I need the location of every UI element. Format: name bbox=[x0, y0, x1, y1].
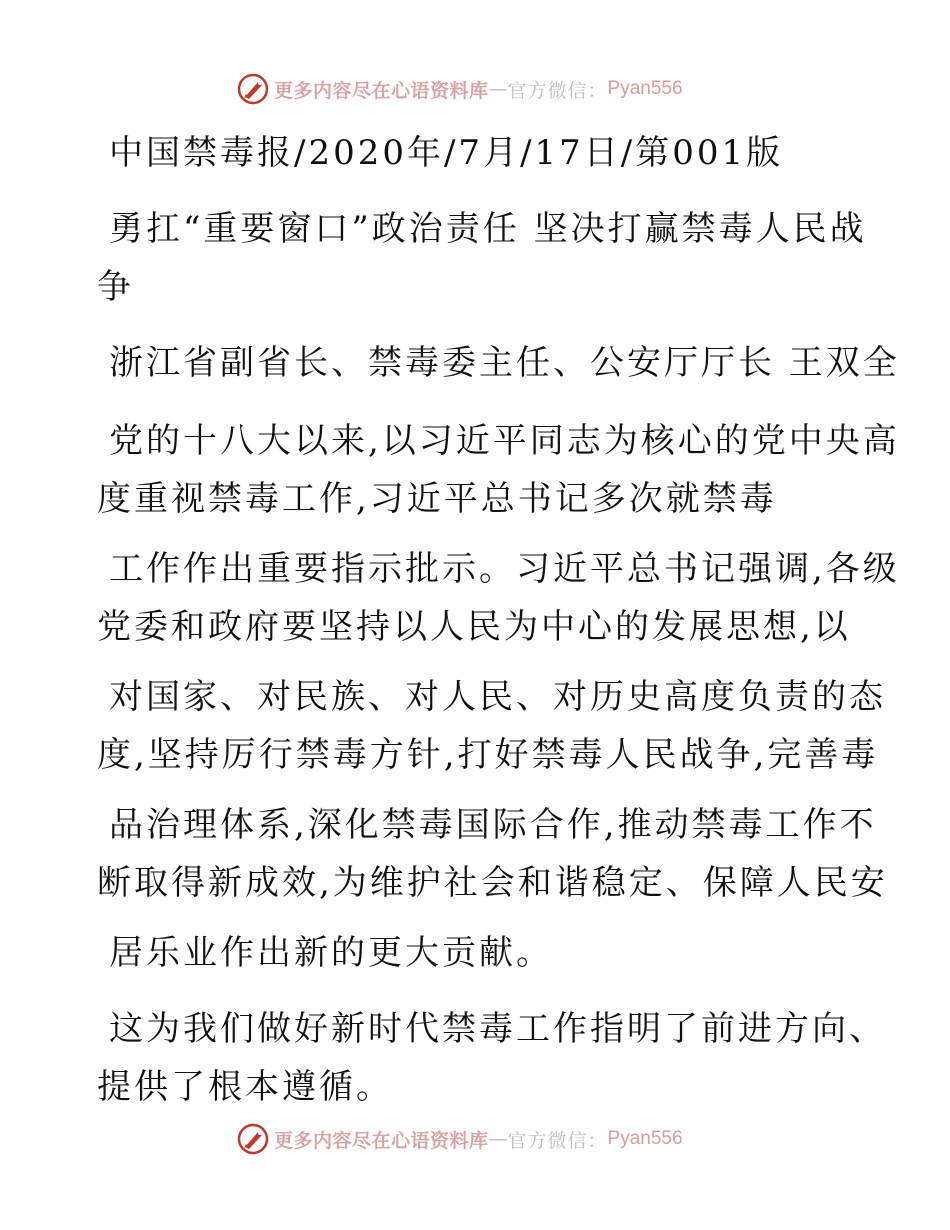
paragraph-line: 居乐业作出新的更大贡献。 bbox=[109, 933, 553, 973]
pen-logo-icon bbox=[236, 72, 270, 106]
headline-line: 勇扛“重要窗口”政治责任 坚决打赢禁毒人民战 bbox=[109, 209, 867, 249]
paragraph-line: 党委和政府要坚持以人民为中心的发展思想,以 bbox=[97, 607, 851, 647]
paragraph-line: 工作作出重要指示批示。习近平总书记强调,各级 bbox=[109, 549, 900, 589]
pen-logo-icon bbox=[236, 1122, 270, 1156]
watermark-text: 更多内容尽在心语资料库 bbox=[274, 79, 489, 102]
paragraph-line: 度,坚持厉行禁毒方针,打好禁毒人民战争,完善毒 bbox=[97, 735, 879, 775]
watermark-text: 更多内容尽在心语资料库 bbox=[274, 1129, 489, 1152]
watermark-official-label: 官方微信： bbox=[507, 1129, 608, 1152]
document-body bbox=[97, 124, 900, 1116]
dateline: 中国禁毒报/2020年/7月/17日/第001版 bbox=[109, 133, 784, 173]
paragraph-line: 提供了根本遵循。 bbox=[97, 1067, 393, 1107]
watermark-official-label: 官方微信： bbox=[507, 79, 608, 102]
paragraph-line: 这为我们做好新时代禁毒工作指明了前进方向、 bbox=[109, 1009, 886, 1049]
watermark-wechat-id: Pyan556 bbox=[607, 1128, 683, 1149]
watermark-bottom bbox=[236, 1122, 683, 1156]
watermark-dash: — bbox=[488, 78, 508, 100]
watermark-wechat-id: Pyan556 bbox=[607, 78, 683, 99]
watermark-top bbox=[236, 72, 683, 106]
paragraph-line: 品治理体系,深化禁毒国际合作,推动禁毒工作不 bbox=[109, 805, 877, 845]
watermark-dash: — bbox=[488, 1128, 508, 1150]
paragraph-line: 度重视禁毒工作,习近平总书记多次就禁毒 bbox=[97, 479, 777, 519]
headline-line: 争 bbox=[97, 267, 134, 307]
author-line: 浙江省副省长、禁毒委主任、公安厅厅长 王双全 bbox=[109, 343, 900, 383]
paragraph-line: 对国家、对民族、对人民、对历史高度负责的态 bbox=[109, 677, 886, 717]
paragraph-line: 党的十八大以来,以习近平同志为核心的党中央高 bbox=[109, 421, 900, 461]
paragraph-line: 断取得新成效,为维护社会和谐稳定、保障人民安 bbox=[97, 863, 888, 903]
